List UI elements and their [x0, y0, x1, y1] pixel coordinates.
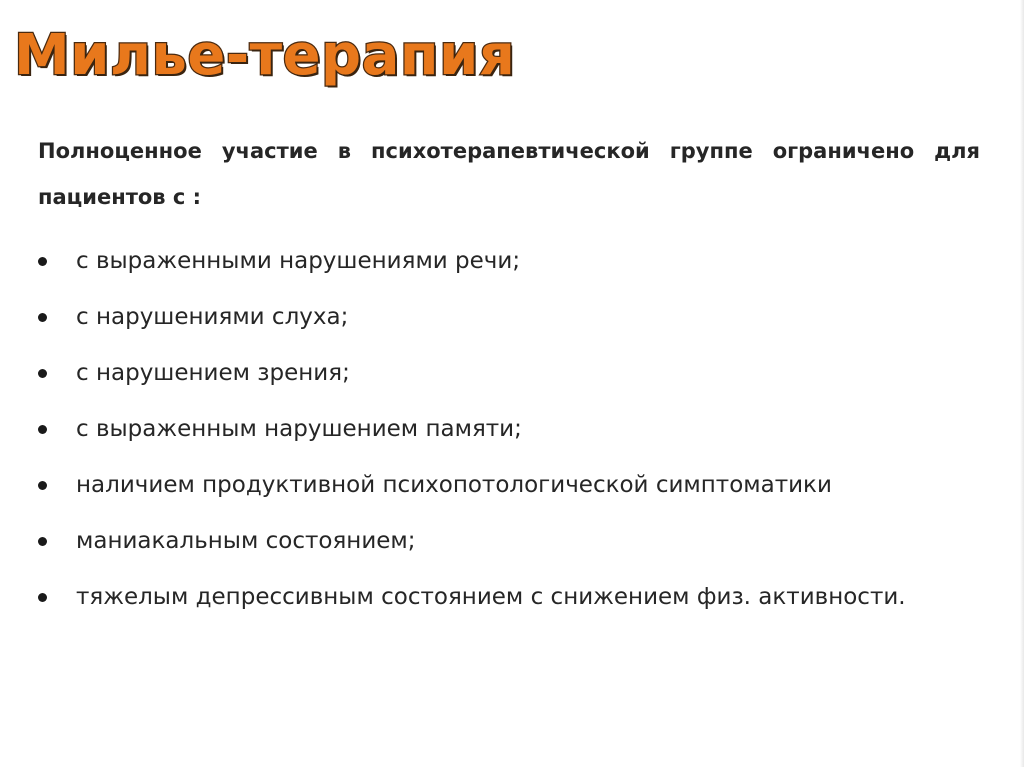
slide-edge-shadow [1020, 0, 1024, 767]
bullet-text: тяжелым депрессивным состоянием с снижением физ. активности. [76, 584, 906, 610]
bullet-dot-icon [38, 481, 47, 490]
bullet-dot-icon [38, 369, 47, 378]
bullet-text: маниакальным состоянием; [76, 528, 416, 554]
bullet-text: с нарушением зрения; [76, 360, 350, 386]
bullet-item [38, 464, 980, 507]
bullet-item [38, 296, 980, 339]
intro-paragraph: Полноценное участие в психотерапевтической группе ограничено для пациентов с : [38, 139, 980, 209]
slide-title: Милье-терапия [14, 23, 516, 88]
bullet-item [38, 408, 980, 451]
bullet-text: с выраженным нарушением памяти; [76, 416, 522, 442]
bullet-text: с выраженными нарушениями речи; [76, 248, 521, 274]
bullet-item [38, 576, 980, 619]
bullet-dot-icon [38, 593, 47, 602]
bullet-item [38, 520, 980, 563]
bullet-dot-icon [38, 425, 47, 434]
bullet-item [38, 240, 980, 283]
bullet-item [38, 352, 980, 395]
bullet-text: с нарушениями слуха; [76, 304, 349, 330]
bullet-dot-icon [38, 537, 47, 546]
bullet-list [38, 240, 980, 632]
bullet-dot-icon [38, 257, 47, 266]
bullet-dot-icon [38, 313, 47, 322]
bullet-text: наличием продуктивной психопотологической симптоматики [76, 472, 832, 498]
